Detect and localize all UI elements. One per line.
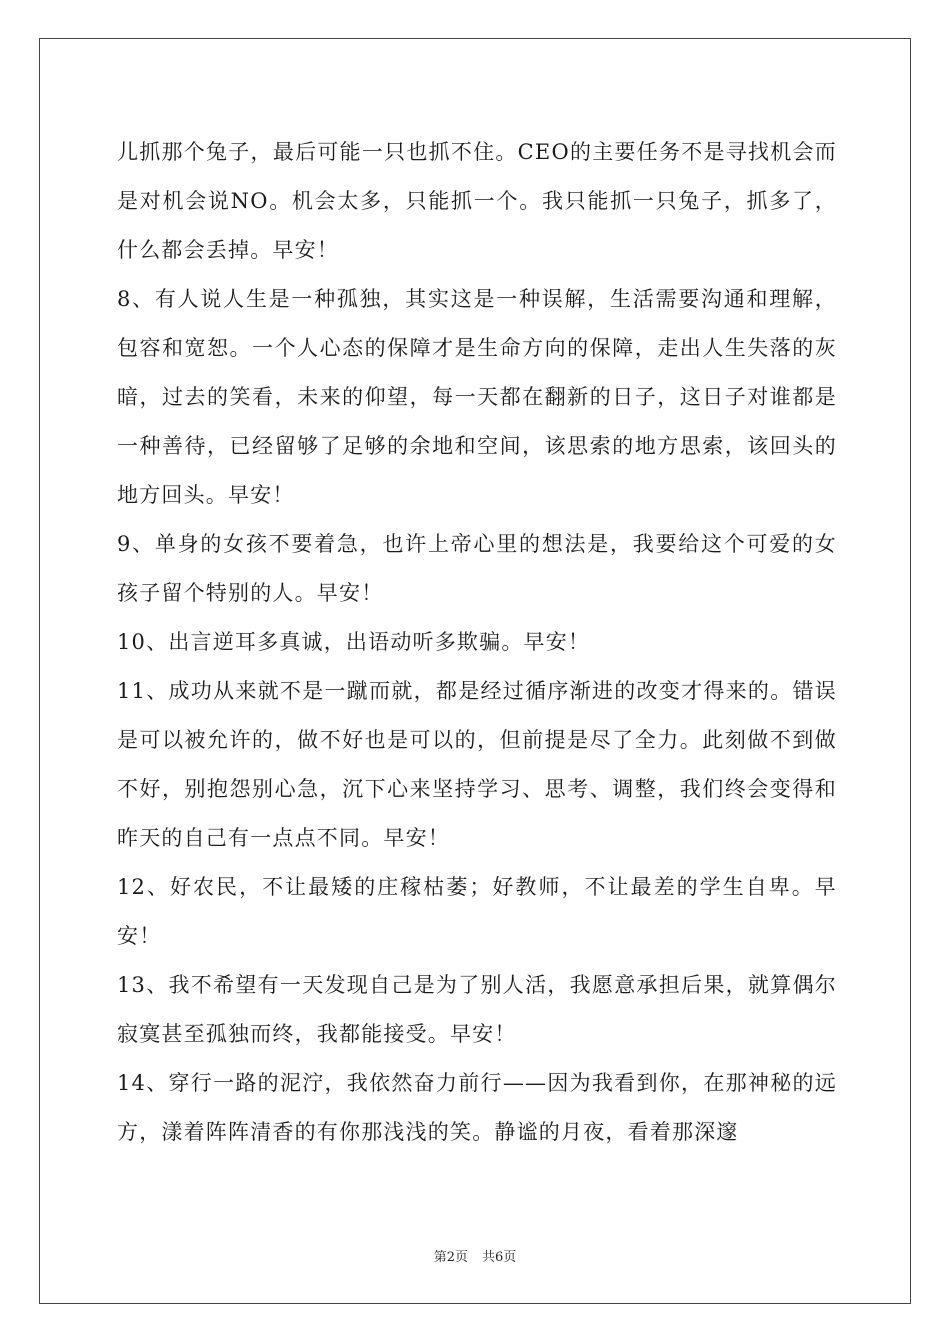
paragraph: 13、我不希望有一天发现自己是为了别人活，我愿意承担后果，就算偶尔寂寞甚至孤独而终，我都能接受。早安！	[117, 973, 837, 1046]
paragraph: 11、成功从来就不是一蹴而就，都是经过循序渐进的改变才得来的。错误是可以被允许的，做不好也是可以的，但前提是尽了全力。此刻做不到做不好，别抱怨别心急，沉下心来坚持学习、思考、调整，我们终会变得和昨天的自己有一点点不同。早安！	[117, 679, 837, 850]
paragraph: 12、好农民，不让最矮的庄稼枯萎；好教师，不让最差的学生自卑。早安！	[117, 875, 837, 948]
paragraph: 9、单身的女孩不要着急，也许上帝心里的想法是，我要给这个可爱的女孩子留个特别的人。早安！	[117, 532, 837, 605]
document-body	[117, 128, 837, 1157]
paragraph: 儿抓那个兔子，最后可能一只也抓不住。CEO的主要任务不是寻找机会而是对机会说NO。机会太多，只能抓一个。我只能抓一只兔子，抓多了，什么都会丢掉。早安！	[117, 140, 837, 262]
paragraph: 14、穿行一路的泥泞，我依然奋力前行——因为我看到你，在那神秘的远方，漾着阵阵清香的有你那浅浅的笑。静谧的月夜，看着那深邃	[117, 1071, 837, 1144]
paragraph: 10、出言逆耳多真诚，出语动听多欺骗。早安！	[117, 630, 591, 654]
paragraph: 8、有人说人生是一种孤独，其实这是一种误解，生活需要沟通和理解，包容和宽恕。一个人心态的保障才是生命方向的保障，走出人生失落的灰暗，过去的笑看，未来的仰望，每一天都在翻新的日子，这日子对谁都是一种善待，已经留够了足够的余地和空间，该思索的地方思索，该回头的地方回头。早安！	[117, 287, 837, 507]
total-page-count: 共6页	[482, 1250, 517, 1265]
page-footer	[0, 1246, 950, 1265]
current-page-number: 第2页	[433, 1250, 468, 1265]
